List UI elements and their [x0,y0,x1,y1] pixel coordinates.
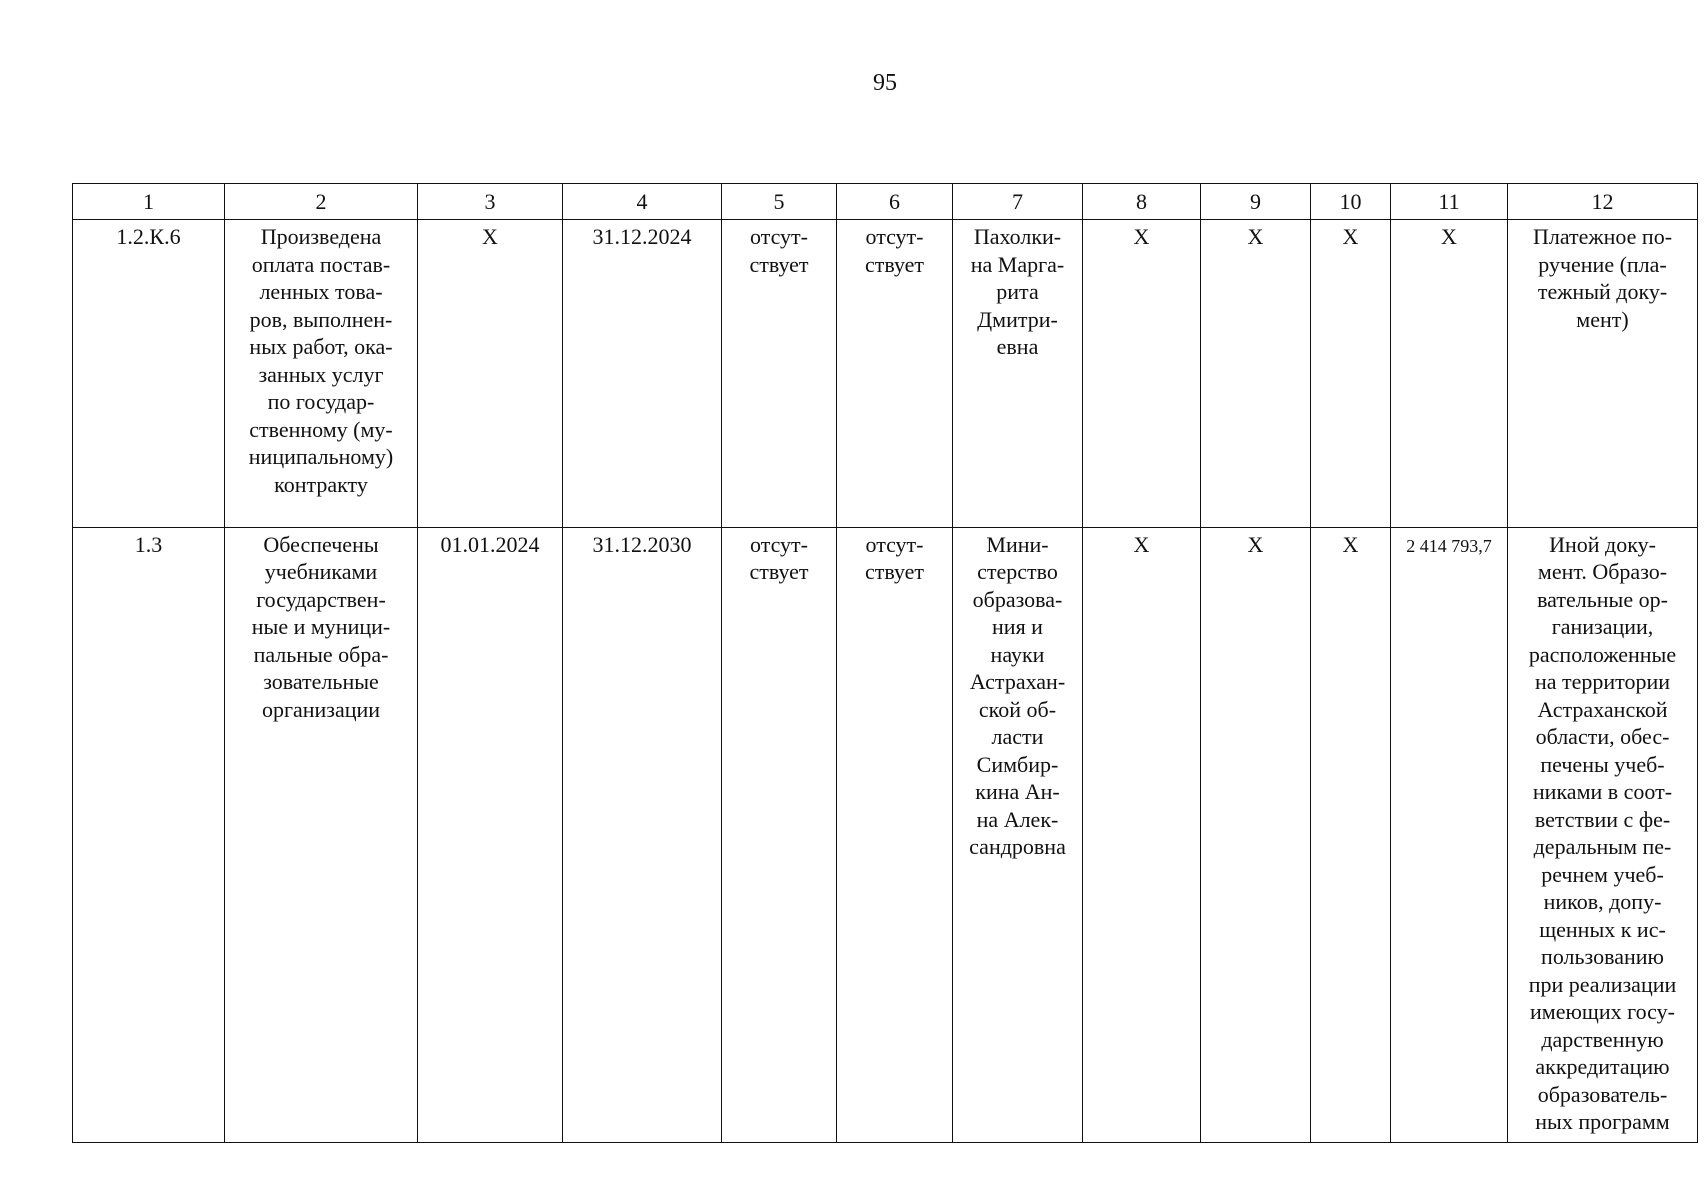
row-col5-cell [722,220,837,527]
row-col9-cell [1201,220,1311,527]
column-header-2: 2 [225,184,418,220]
row-col10: X [1342,531,1359,557]
row-col10-cell [1311,220,1391,527]
row-amount: 2 414 793,7 [1406,535,1492,556]
row-col8-cell [1083,527,1201,1142]
row-col6: отсут- ствует [864,531,925,585]
row-responsible: Мини- стерство образова- ния и науки Астрахан- ской об- ласти Симбир- кина Ан- на Алек- сандровна [969,531,1066,860]
column-header-4: 4 [563,184,722,220]
row-document-cell [1508,527,1698,1142]
row-col10-cell [1311,527,1391,1142]
row-description-cell [225,527,418,1142]
row-amount-cell [1391,220,1508,527]
column-header-12: 12 [1508,184,1698,220]
row-col8: X [1133,224,1150,250]
column-header-7: 7 [953,184,1083,220]
row-col8-cell [1083,220,1201,527]
row-responsible-cell [953,527,1083,1142]
row-start-date: 01.01.2024 [440,531,540,557]
row-responsible-cell [953,220,1083,527]
row-responsible: Пахолки- на Марга- рита Дмитри- евна [970,224,1065,360]
row-amount: X [1441,224,1457,250]
row-end-date-cell [563,220,722,527]
row-col6-cell [837,527,953,1142]
row-document: Платежное по- ручение (пла- тежный доку- мент) [1532,224,1673,332]
row-col9: X [1247,531,1264,557]
column-header-6: 6 [837,184,953,220]
row-description-cell [225,220,418,527]
row-code-cell [73,527,225,1142]
row-col9: X [1247,224,1264,250]
row-start-date: X [482,224,498,250]
column-number-row [73,184,1698,220]
plan-table [72,183,1698,1143]
row-end-date: 31.12.2030 [592,531,692,557]
column-header-5: 5 [722,184,837,220]
column-header-3: 3 [418,184,563,220]
row-description: Обеспечены учебниками государствен- ные и муници- пальные обра- зовательные организации [251,531,391,722]
row-document: Иной доку- мент. Образо- вательные ор- ганизации, расположенные на территории Астраханской области, обес- печены учеб- никами в соот- ветствии с фе- деральным пе- речнем учеб- ников, допу- щенных к ис- пользованию при реализации имеющих госу- дарственную аккредитацию образователь- ных программ [1528,531,1677,1135]
column-header-9: 9 [1201,184,1311,220]
column-header-8: 8 [1083,184,1201,220]
row-code-cell [73,220,225,527]
row-col5: отсут- ствует [749,224,809,277]
column-header-1: 1 [73,184,225,220]
row-code: 1.2.К.6 [116,224,181,250]
row-col5: отсут- ствует [749,531,809,585]
row-start-date-cell [418,220,563,527]
row-col8: X [1133,531,1150,557]
row-col10: X [1342,224,1359,250]
page-number: 95 [873,70,897,96]
row-col6: отсут- ствует [864,224,925,277]
column-header-11: 11 [1391,184,1508,220]
row-end-date-cell [563,527,722,1142]
row-col6-cell [837,220,953,527]
row-end-date: 31.12.2024 [592,224,692,250]
row-description: Произведена оплата постав- ленных това- ров, выполнен- ных работ, ока- занных услуг по государ- ственному (му- ниципальному) контракту [248,224,394,497]
table-row [73,527,1698,1142]
table-row [73,220,1698,527]
row-col5-cell [722,527,837,1142]
column-header-10: 10 [1311,184,1391,220]
row-code: 1.3 [134,531,163,557]
row-col9-cell [1201,527,1311,1142]
row-amount-cell [1391,527,1508,1142]
row-start-date-cell [418,527,563,1142]
row-document-cell [1508,220,1698,527]
